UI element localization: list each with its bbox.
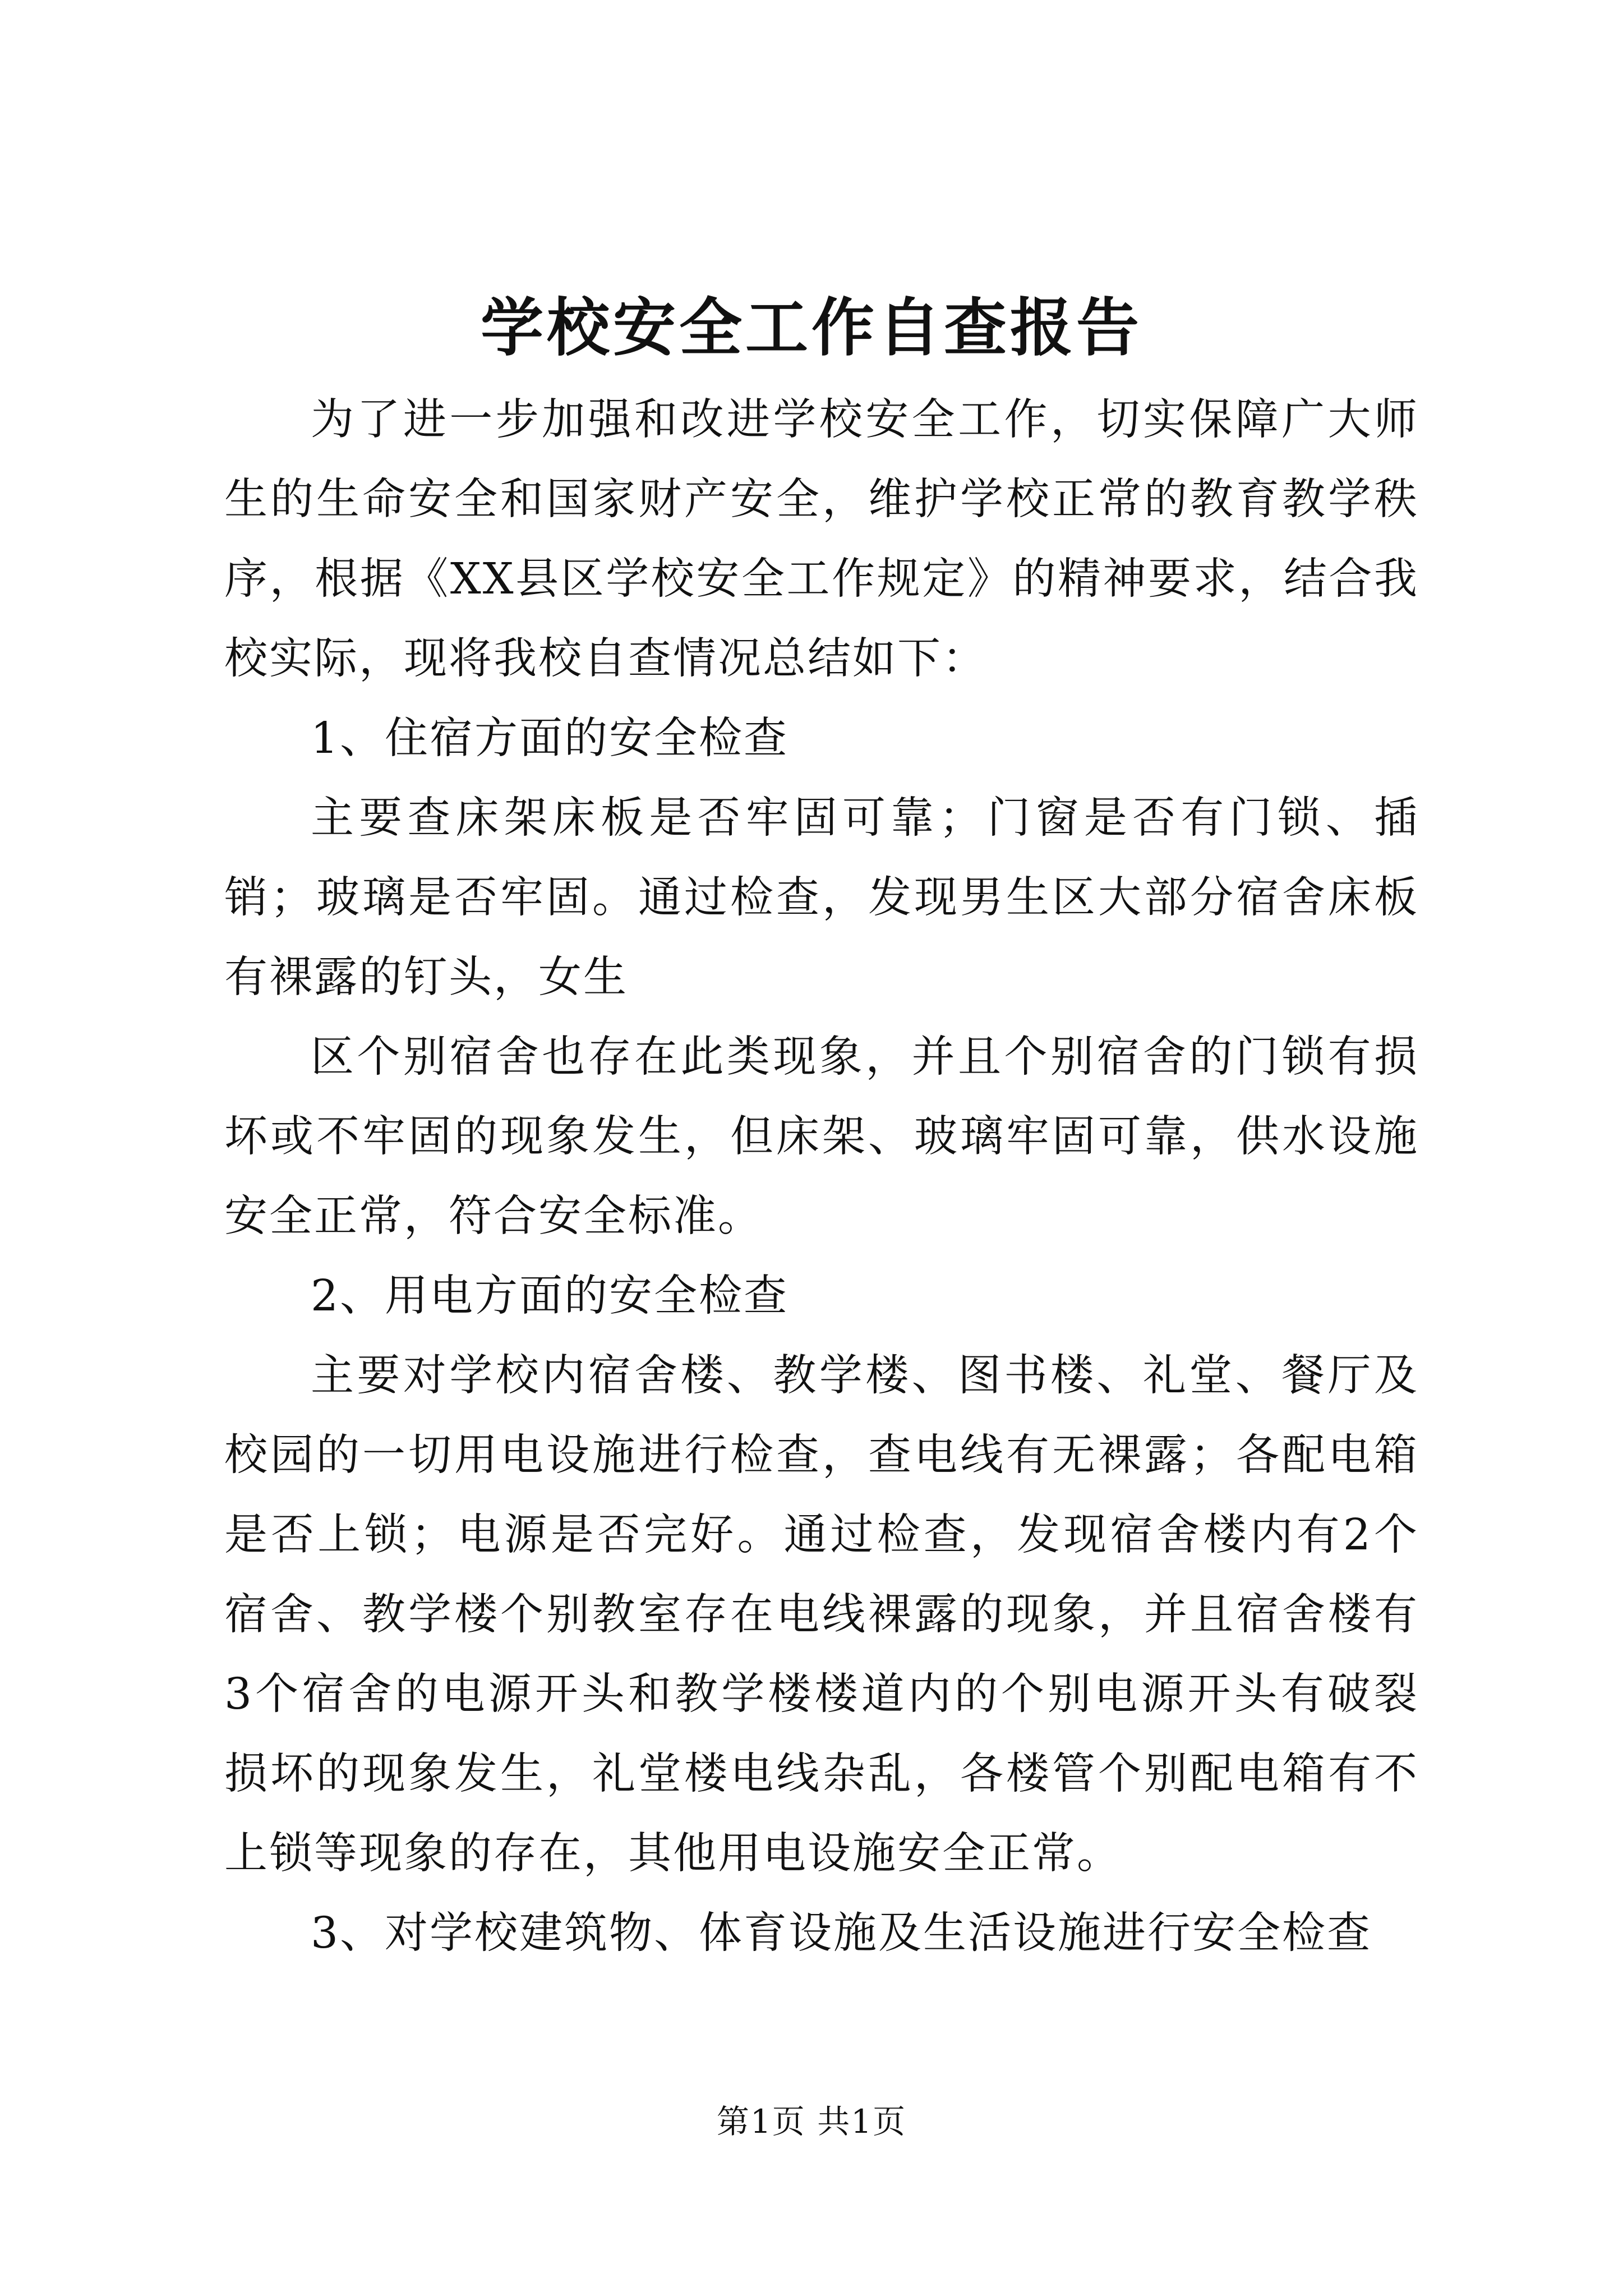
electricity-paragraph: 主要对学校内宿舍楼、教学楼、图书楼、礼堂、餐厅及校园的一切用电设施进行检查，查电线有无裸露；各配电箱是否上锁；电源是否完好。通过检查，发现宿舍楼内有2个宿舍、教学楼个别教室存在电线裸露的现象，并且宿舍楼有3个宿舍的电源开头和教学楼楼道内的个别电源开头有破裂损坏的现象发生，礼堂楼电线杂乱，各楼管个别配电箱有不上锁等现象的存在，其他用电设施安全正常。 bbox=[224, 1351, 1419, 1879]
section-heading-dormitory: 1、住宿方面的安全检查 bbox=[311, 714, 789, 763]
page-number-footer: 第1页 共1页 bbox=[716, 2102, 907, 2141]
intro-paragraph: 为了进一步加强和改进学校安全工作，切实保障广大师生的生命安全和国家财产安全，维护学校正常的教育教学秩序，根据《XX县区学校安全工作规定》的精神要求，结合我校实际，现将我校自查情况总结如下： bbox=[224, 395, 1419, 684]
section-heading-electricity: 2、用电方面的安全检查 bbox=[311, 1271, 789, 1321]
document-body bbox=[224, 380, 1419, 1973]
document-title: 学校安全工作自查报告 bbox=[481, 291, 1142, 365]
dormitory-paragraph-1: 主要查床架床板是否牢固可靠；门窗是否有门锁、插销；玻璃是否牢固。通过检查，发现男生区大部分宿舍床板有裸露的钉头，女生 bbox=[224, 793, 1419, 1002]
section-heading-facilities: 3、对学校建筑物、体育设施及生活设施进行安全检查 bbox=[311, 1908, 1372, 1958]
dormitory-paragraph-2: 区个别宿舍也存在此类现象，并且个别宿舍的门锁有损坏或不牢固的现象发生，但床架、玻璃牢固可靠，供水设施安全正常，符合安全标准。 bbox=[224, 1032, 1419, 1241]
